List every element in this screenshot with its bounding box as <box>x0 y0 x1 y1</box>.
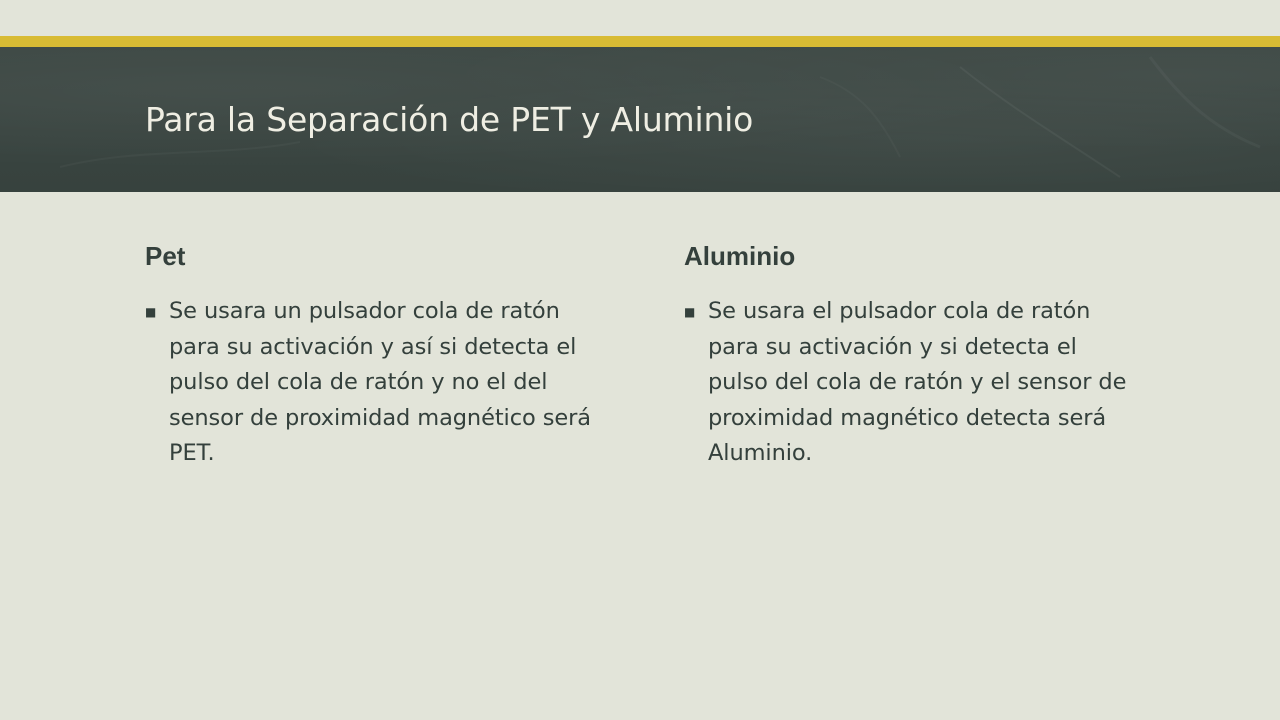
column-aluminio <box>684 236 1134 472</box>
bullet-text: Se usara un pulsador cola de ratón para su activación y así si detecta el pulso del cola de ratón y no el del sensor de proximidad magnético será PET. <box>169 298 591 466</box>
slide-title: Para la Separación de PET y Aluminio <box>145 100 754 139</box>
column-heading-aluminio: Aluminio <box>684 241 796 271</box>
column-pet <box>145 236 595 472</box>
column-heading-pet: Pet <box>145 241 186 271</box>
bullet-text: Se usara el pulsador cola de ratón para su activación y si detecta el pulso del cola de ratón y el sensor de proximidad magnético detecta será Aluminio. <box>708 298 1127 466</box>
bullet-item <box>684 294 1134 472</box>
slide-top-margin <box>0 0 1280 36</box>
bullet-item <box>145 294 595 472</box>
accent-stripe <box>0 36 1280 47</box>
square-bullet-icon: ■ <box>145 305 157 319</box>
square-bullet-icon: ■ <box>684 305 696 319</box>
